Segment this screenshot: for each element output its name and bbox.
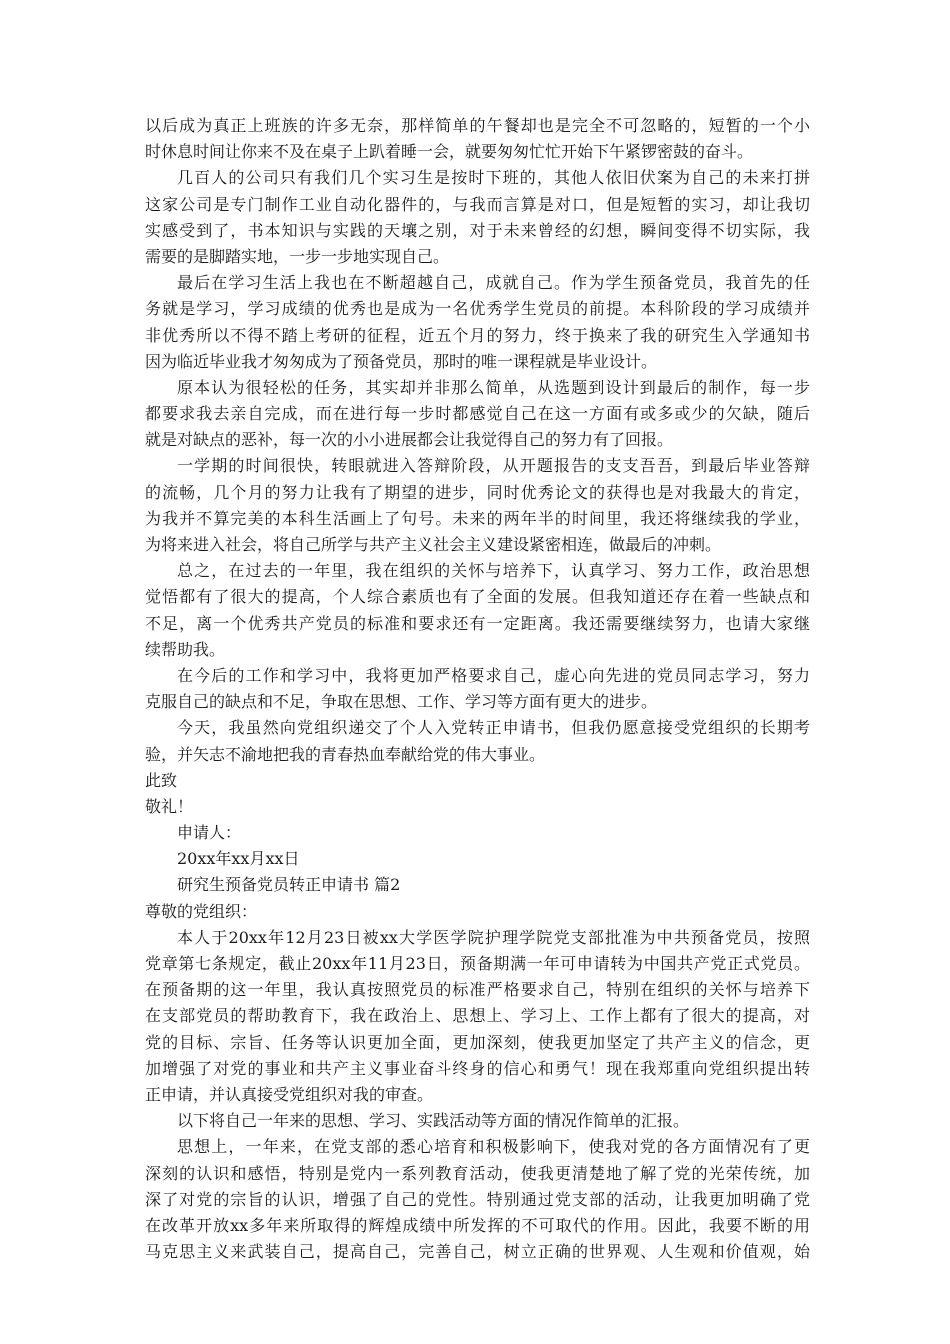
text-line: 20xx年xx月xx日 xyxy=(177,849,300,869)
document-page xyxy=(145,113,810,1265)
text-line: 尊敬的党组织： xyxy=(145,901,258,921)
text-line: 最后在学习生活上我也在不断超越自己，成就自己。作为学生预备党员，我首先的任 xyxy=(177,273,810,293)
text-line: 克服自己的缺点和不足，争取在思想、工作、学习等方面有更大的进步。 xyxy=(145,692,658,712)
text-line: 正申请，并认真接受党组织对我的审查。 xyxy=(145,1084,434,1104)
text-line: 马克思主义来武装自己，提高自己，完善自己，树立正确的世界观、人生观和价值观，始 xyxy=(145,1242,810,1262)
text-line: 为我并不算完美的本科生活画上了句号。未来的两年半的时间里，我还将继续我的学业， xyxy=(145,508,810,528)
text-line: 今天，我虽然向党组织递交了个人入党转正申请书，但我仍愿意接受党组织的长期考 xyxy=(177,718,810,738)
text-line: 需要的是脚踏实地，一步一步地实现自己。 xyxy=(145,246,450,266)
text-line: 以后成为真正上班族的许多无奈，那样简单的午餐却也是完全不可忽略的，短暂的一个小 xyxy=(145,116,810,135)
text-line: 思想上，一年来，在党支部的悉心培育和积极影响下，使我对党的各方面情况有了更 xyxy=(177,1137,810,1157)
text-line: 非优秀所以不得不踏上考研的征程，近五个月的努力，终于换来了我的研究生入学通知书 xyxy=(145,325,810,345)
text-line: 深了对党的宗旨的认识，增强了自己的党性。特别通过党支部的活动，让我更加明确了党 xyxy=(145,1189,810,1209)
text-line: 党的目标、宗旨、任务等认识更加全面，更加深刻，使我更加坚定了共产主义的信念，更 xyxy=(145,1032,810,1052)
text-line: 申请人： xyxy=(177,823,242,843)
text-line: 在改革开放xx多年来所取得的辉煌成绩中所发挥的不可取代的作用。因此，我要不断的用 xyxy=(145,1215,810,1235)
text-line: 这家公司是专门制作工业自动化器件的，与我而言算是对口，但是短暂的实习，却让我切 xyxy=(145,194,810,214)
text-line: 务就是学习，学习成绩的优秀也是成为一名优秀学生党员的前提。本科阶段的学习成绩并 xyxy=(145,299,810,319)
text-line: 的流畅，几个月的努力让我有了期望的进步，同时优秀论文的获得也是对我最大的肯定， xyxy=(145,482,810,502)
text-line: 因为临近毕业我才匆匆成为了预备党员，那时的唯一课程就是毕业设计。 xyxy=(145,351,658,371)
text-line: 原本认为很轻松的任务，其实却并非那么简单，从选题到设计到最后的制作，每一步 xyxy=(177,377,810,397)
text-line: 验，并矢志不渝地把我的青春热血奉献给党的伟大事业。 xyxy=(145,744,546,764)
text-line: 此致 xyxy=(145,770,178,790)
text-line: 不足，离一个优秀共产党员的标准和要求还有一定距离。我还需要继续努力，也请大家继 xyxy=(145,613,810,633)
text-line: 本人于20xx年12月23日被xx大学医学院护理学院党支部批准为中共预备党员，按照 xyxy=(177,927,810,947)
text-line: 都要求我去亲自完成，而在进行每一步时都感觉自己在这一方面有或多或少的欠缺，随后 xyxy=(145,404,810,424)
text-line: 为将来进入社会，将自己所学与共产主义社会主义建设紧密相连，做最后的冲刺。 xyxy=(145,535,722,554)
text-line: 敬礼！ xyxy=(145,796,194,816)
text-line: 就是对缺点的恶补，每一次的小小进展都会让我觉得自己的努力有了回报。 xyxy=(145,430,674,450)
text-line: 在今后的工作和学习中，我将更加严格要求自己，虚心向先进的党员同志学习，努力 xyxy=(177,665,810,685)
text-line: 深刻的认识和感悟，特别是党内一系列教育活动，使我更清楚地了解了党的光荣传统，加 xyxy=(145,1163,810,1183)
text-line: 总之，在过去的一年里，我在组织的关怀与培养下，认真学习、努力工作，政治思想 xyxy=(177,561,810,581)
text-line: 加增强了对党的事业和共产主义事业奋斗终身的信心和勇气！现在我郑重向党组织提出转 xyxy=(145,1058,810,1078)
text-line: 在预备期的这一年里，我认真按照党员的标准严格要求自己，特别在组织的关怀与培养下 xyxy=(145,980,810,1000)
text-line: 在支部党员的帮助教育下，我在政治上、思想上、学习上、工作上都有了很大的提高，对 xyxy=(145,1006,810,1026)
text-line: 续帮助我。 xyxy=(145,639,226,659)
text-line: 几百人的公司只有我们几个实习生是按时下班的，其他人依旧伏案为自己的未来打拼 xyxy=(177,168,810,188)
text-line: 觉悟都有了很大的提高，个人综合素质也有了全面的发展。但我知道还存在着一些缺点和 xyxy=(145,587,810,607)
text-line: 以下将自己一年来的思想、学习、实践活动等方面的情况作简单的汇报。 xyxy=(177,1111,690,1131)
text-line: 一学期的时间很快，转眼就进入答辩阶段，从开题报告的支支吾吾，到最后毕业答辩 xyxy=(177,456,810,476)
text-line: 时休息时间让你来不及在桌子上趴着睡一会，就要匆匆忙忙开始下午紧锣密鼓的奋斗。 xyxy=(145,142,754,162)
text-line: 党章第七条规定，截止20xx年11月23日，预备期满一年可申请转为中国共产党正式党员。 xyxy=(145,954,810,973)
text-line: 实感受到了，书本知识与实践的天壤之别，对于未来曾经的幻想，瞬间变得不切实际，我 xyxy=(145,220,810,240)
text-line: 研究生预备党员转正申请书 篇2 xyxy=(177,875,401,895)
